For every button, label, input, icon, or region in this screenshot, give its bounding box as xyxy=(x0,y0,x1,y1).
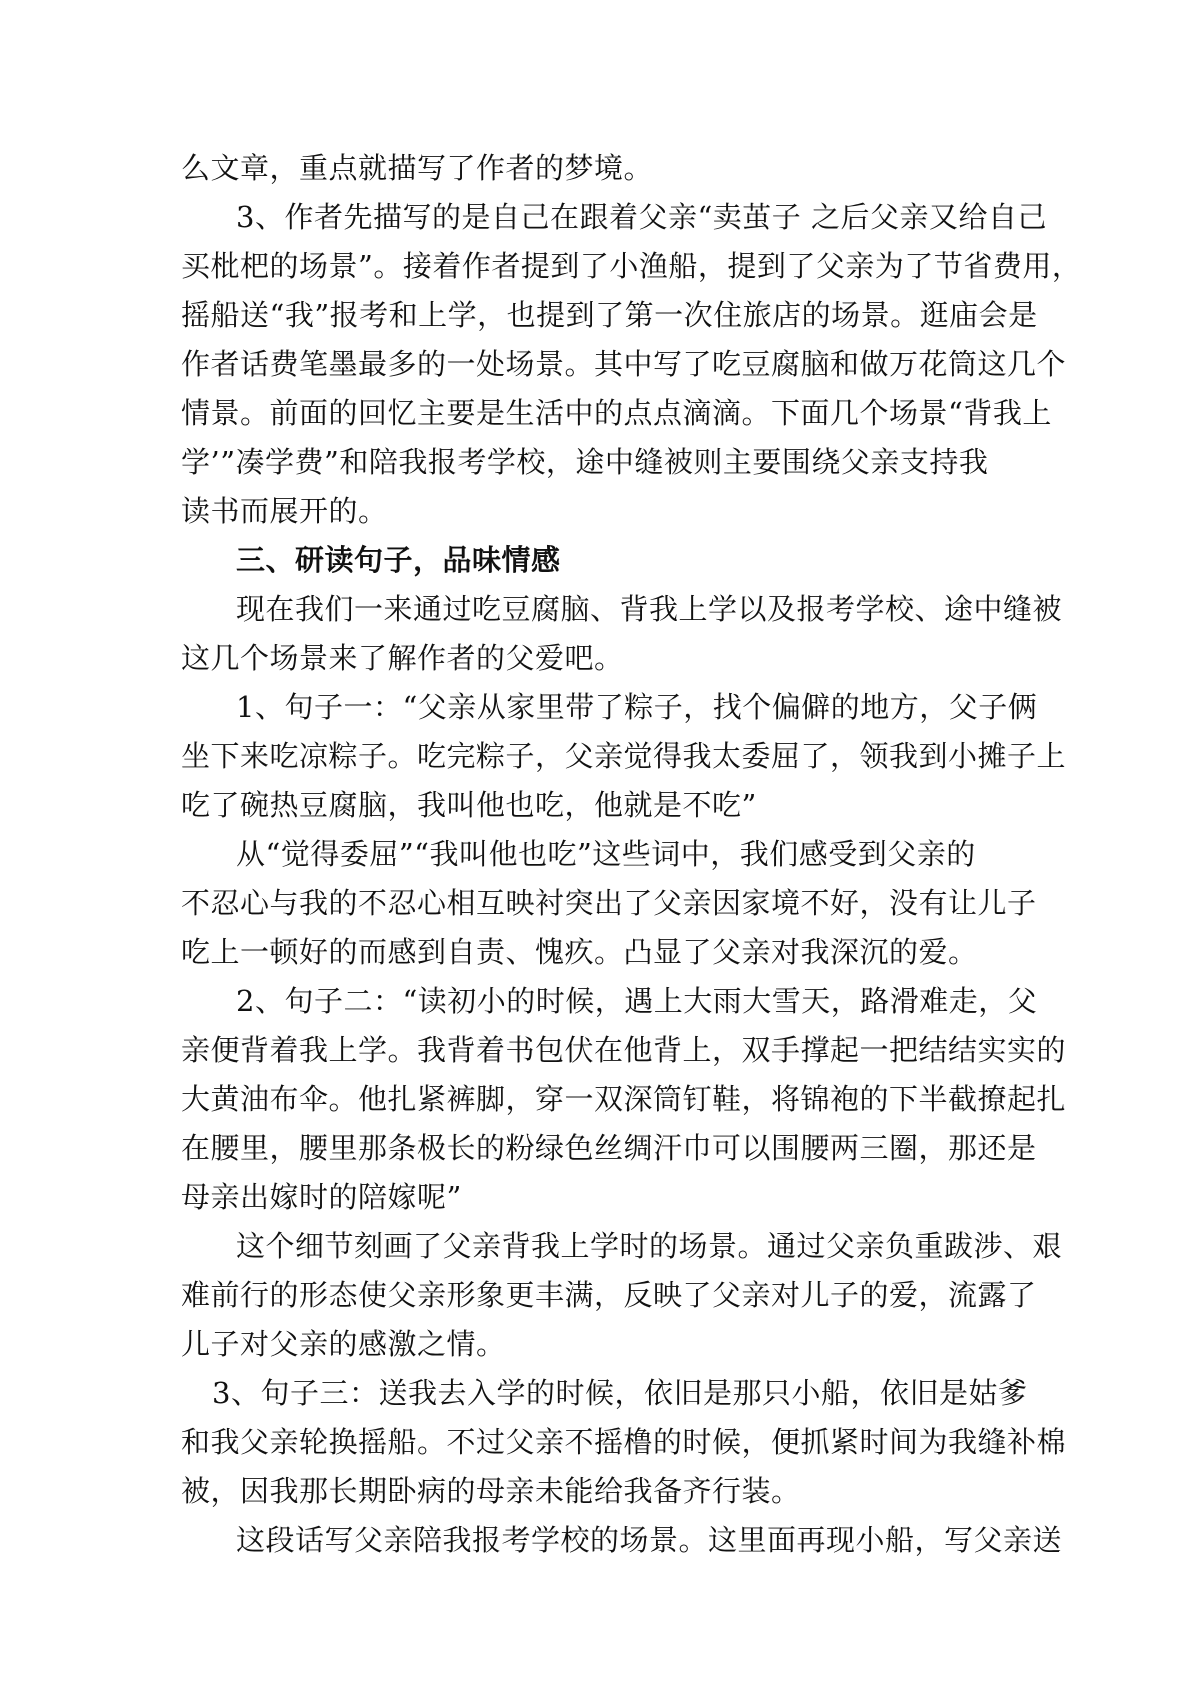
text-line: 读书而展开的。 xyxy=(181,494,388,528)
text-line: 1、句子一：“父亲从家里带了粽子，找个偏僻的地方，父子俩 xyxy=(236,690,1038,724)
text-line: 吃上一顿好的而感到自责、愧疚。凸显了父亲对我深沉的爱。 xyxy=(181,935,978,969)
text-line: 在腰里，腰里那条极长的粉绿色丝绸汗巾可以围腰两三圈，那还是 xyxy=(181,1131,1037,1165)
text-line: 现在我们一来通过吃豆腐脑、背我上学以及报考学校、途中缝被 xyxy=(236,592,1063,626)
text-line: 3、作者先描写的是自己在跟着父亲“卖茧子 之后父亲又给自己 xyxy=(236,200,1047,234)
section-heading: 三、研读句子，品味情感 xyxy=(236,543,561,577)
text-line: 难前行的形态使父亲形象更丰满，反映了父亲对儿子的爱，流露了 xyxy=(181,1278,1037,1312)
text-line: 学’”凑学费”和陪我报考学校，途中缝被则主要围绕父亲支持我 xyxy=(181,445,989,479)
text-line: 么文章，重点就描写了作者的梦境。 xyxy=(181,151,654,185)
text-line: 买枇杷的场景”。接着作者提到了小渔船，提到了父亲为了节省费用， xyxy=(181,249,1082,283)
text-line: 儿子对父亲的感激之情。 xyxy=(181,1327,506,1361)
text-line: 被，因我那长期卧病的母亲未能给我备齐行装。 xyxy=(181,1474,801,1508)
text-line: 从“觉得委屈”“我叫他也吃”这些词中，我们感受到父亲的 xyxy=(236,837,976,871)
text-line: 坐下来吃凉粽子。吃完粽子，父亲觉得我太委屈了，领我到小摊子上 xyxy=(181,739,1067,773)
text-line: 摇船送“我”报考和上学，也提到了第一次住旅店的场景。逛庙会是 xyxy=(181,298,1038,332)
text-line: 2、句子二：“读初小的时候，遇上大雨大雪天，路滑难走，父 xyxy=(236,984,1038,1018)
text-line: 不忍心与我的不忍心相互映衬突出了父亲因家境不好，没有让儿子 xyxy=(181,886,1037,920)
text-line: 情景。前面的回忆主要是生活中的点点滴滴。下面几个场景“背我上 xyxy=(181,396,1052,430)
text-line: 这段话写父亲陪我报考学校的场景。这里面再现小船，写父亲送 xyxy=(236,1523,1063,1557)
text-line: 这个细节刻画了父亲背我上学时的场景。通过父亲负重跋涉、艰 xyxy=(236,1229,1063,1263)
text-line: 亲便背着我上学。我背着书包伏在他背上，双手撑起一把结结实实的 xyxy=(181,1033,1067,1067)
text-line: 吃了碗热豆腐脑，我叫他也吃，他就是不吃” xyxy=(181,788,757,822)
text-line: 大黄油布伞。他扎紧裤脚，穿一双深筒钉鞋，将锦袍的下半截撩起扎 xyxy=(181,1082,1067,1116)
text-line: 母亲出嫁时的陪嫁呢” xyxy=(181,1180,462,1214)
text-line: 和我父亲轮换摇船。不过父亲不摇橹的时候，便抓紧时间为我缝补棉 xyxy=(181,1425,1067,1459)
text-line: 作者话费笔墨最多的一处场景。其中写了吃豆腐脑和做万花筒这几个 xyxy=(181,347,1067,381)
text-line: 3、句子三：送我去入学的时候，依旧是那只小船，依旧是姑爹 xyxy=(212,1376,1028,1410)
text-line: 这几个场景来了解作者的父爱吧。 xyxy=(181,641,624,675)
